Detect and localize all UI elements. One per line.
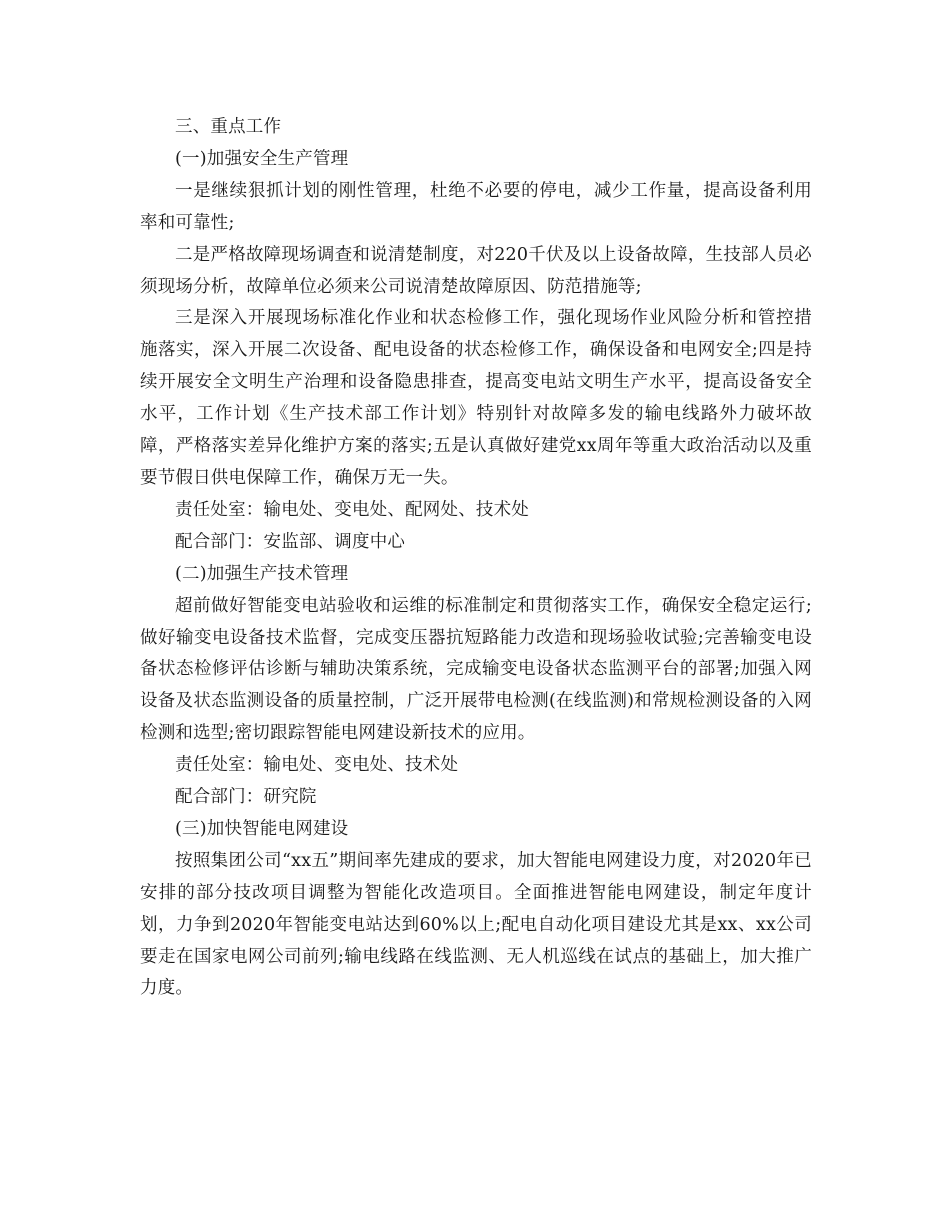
responsible-office: 责任处室：输电处、变电处、技术处: [175, 755, 459, 776]
document-page: [140, 112, 812, 1005]
body-paragraph: 按照集团公司“xx五”期间率先建成的要求，加大智能电网建设力度，对2020年已安排的部分技改项目调整为智能化改造项目。全面推进智能电网建设，制定年度计划，力争到2020年智能变电站达到60%以上;配电自动化项目建设尤其是xx、xx公司要走在国家电网公司前列;输电线路在线监测、无人机巡线在试点的基础上，加大推广力度。: [140, 850, 812, 999]
subsection-heading: (二)加强生产技术管理: [175, 563, 349, 584]
cooperating-departments: 配合部门：研究院: [175, 787, 317, 808]
responsible-office: 责任处室：输电处、变电处、配网处、技术处: [175, 499, 529, 520]
subsection-heading: (一)加强安全生产管理: [175, 148, 349, 169]
body-paragraph: 超前做好智能变电站验收和运维的标准制定和贯彻落实工作，确保安全稳定运行;做好输变电设备技术监督，完成变压器抗短路能力改造和现场验收试验;完善输变电设备状态检修评估诊断与辅助决策系统，完成输变电设备状态监测平台的部署;加强入网设备及状态监测设备的质量控制，广泛开展带电检测(在线监测)和常规检测设备的入网检测和选型;密切跟踪智能电网建设新技术的应用。: [140, 595, 812, 744]
body-paragraph: 一是继续狠抓计划的刚性管理，杜绝不必要的停电，减少工作量，提高设备利用率和可靠性;: [140, 180, 812, 233]
cooperating-departments: 配合部门：安监部、调度中心: [175, 531, 406, 552]
body-paragraph: 二是严格故障现场调查和说清楚制度，对220千伏及以上设备故障，生技部人员必须现场分析，故障单位必须来公司说清楚故障原因、防范措施等;: [140, 244, 812, 297]
section-heading: 三、重点工作: [175, 117, 282, 137]
body-paragraph: 三是深入开展现场标准化作业和状态检修工作，强化现场作业风险分析和管控措施落实，深入开展二次设备、配电设备的状态检修工作，确保设备和电网安全;四是持续开展安全文明生产治理和设备隐患排查，提高变电站文明生产水平，提高设备安全水平，工作计划《生产技术部工作计划》特别针对故障多发的输电线路外力破坏故障，严格落实差异化维护方案的落实;五是认真做好建党xx周年等重大政治活动以及重要节假日供电保障工作，确保万无一失。: [140, 308, 812, 488]
subsection-heading: (三)加快智能电网建设: [175, 818, 349, 839]
